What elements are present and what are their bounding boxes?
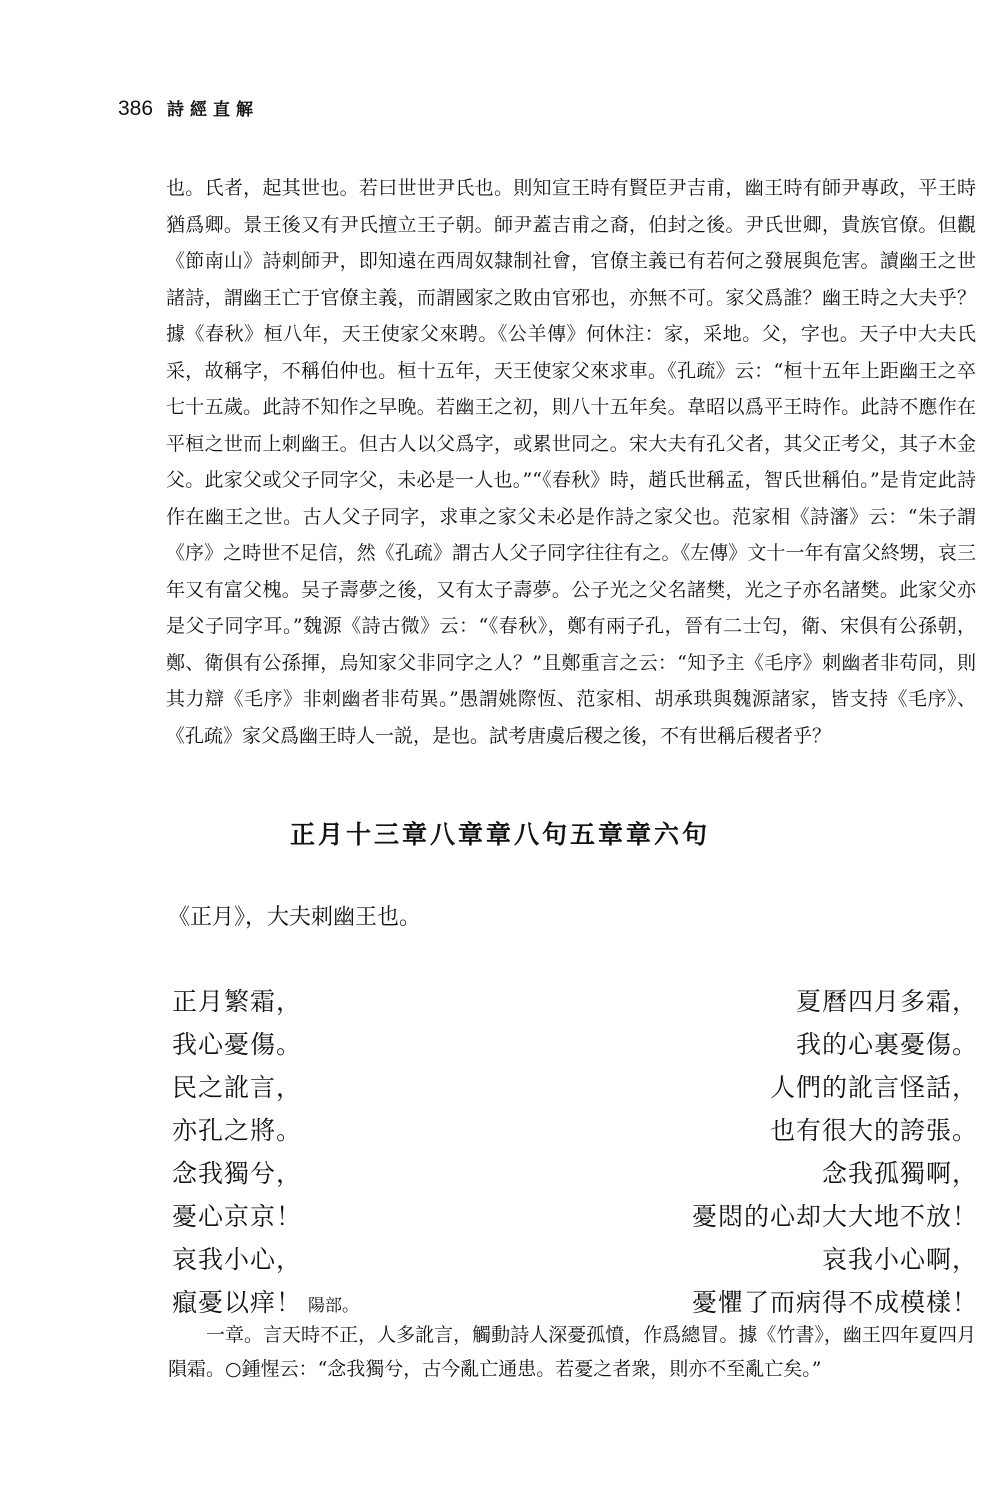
poem-preface: 《正月》，大夫刺幽王也。 bbox=[168, 905, 422, 930]
rhyme-note: 陽部。 bbox=[308, 1296, 360, 1316]
poem-line bbox=[172, 1068, 978, 1111]
poem-original-line: 念我獨兮， bbox=[172, 1159, 303, 1188]
chapter-note: 一章。言天時不正，人多訛言，觸動詩人深憂孤憤，作爲總冒。據《竹書》，幽王四年夏四月隕霜。○鍾惺云：“念我獨兮，古今亂亡通患。若憂之者衆，則亦不至亂亡矣。” bbox=[168, 1324, 976, 1380]
page-number: 386 bbox=[118, 97, 154, 120]
poem-original-line: 癙憂以痒！ 陽部。 bbox=[172, 1288, 360, 1317]
poem-translation-line: 我的心裏憂傷。 bbox=[795, 1030, 978, 1059]
poem-line bbox=[172, 1111, 978, 1154]
poem-translation-line: 憂悶的心却大大地不放！ bbox=[691, 1202, 978, 1231]
poem-line bbox=[172, 1154, 978, 1197]
poem-original-line: 憂心京京！ bbox=[172, 1202, 303, 1231]
commentary-paragraph: 也。氏者，起其世也。若曰世世尹氏也。則知宣王時有賢臣尹吉甫，幽王時有師尹專政，平王時猶爲卿。景王後又有尹氏擅立王子朝。師尹蓋吉甫之裔，伯封之後。尹氏世卿，貴族官僚。但觀《節南山》詩刺師尹，即知遠在西周奴隸制社會，官僚主義已有若何之發展與危害。讀幽王之世諸詩，謂幽王亡于官僚主義，而謂國家之敗由官邪也，亦無不可。家父爲誰？幽王時之大夫乎？據《春秋》桓八年，天王使家父來聘。《公羊傳》何休注：家，采地。父，字也。天子中大夫氏采，故稱字，不稱伯仲也。桓十五年，天王使家父來求車。《孔疏》云：“桓十五年上距幽王之卒七十五歲。此詩不知作之早晚。若幽王之初，則八十五年矣。韋昭以爲平王時作。此詩不應作在平桓之世而上刺幽王。但古人以父爲字，或累世同之。宋大夫有孔父者，其父正考父，其子木金父。此家父或父子同字父，未必是一人也。”“《春秋》時，趙氏世稱孟，智氏世稱伯。”是肯定此詩作在幽王之世。古人父子同字，求車之家父未必是作詩之家父也。范家相《詩瀋》云：“朱子謂《序》之時世不足信，然《孔疏》謂古人父子同字往往有之。《左傳》文十一年有富父終甥，哀三年又有富父槐。吴子壽夢之後，又有太子壽夢。公子光之父名諸樊，光之子亦名諸樊。此家父亦是父子同字耳。”魏源《詩古微》云：“《春秋》，鄭有兩子孔，晉有二士匄，衛、宋俱有公孫朝，鄭、衛俱有公孫揮，烏知家父非同字之人？”且鄭重言之云：“知予主《毛序》刺幽者非苟同，則其力辯《毛序》非刺幽者非苟異。”愚謂姚際恆、范家相、胡承珙與魏源諸家，皆支持《毛序》、《孔疏》家父爲幽王時人一説，是也。試考唐虞后稷之後，不有世稱后稷者乎？ bbox=[166, 177, 976, 747]
poem-line bbox=[172, 1197, 978, 1240]
chapter-heading: 正月十三章八章章八句五章章六句 bbox=[289, 820, 710, 849]
poem-line bbox=[172, 982, 978, 1025]
poem-translation-line: 也有很大的誇張。 bbox=[769, 1116, 978, 1145]
poem-line bbox=[172, 1025, 978, 1068]
poem-translation-line: 哀我小心啊， bbox=[821, 1245, 978, 1274]
poem-original-line: 正月繁霜， bbox=[172, 987, 303, 1016]
poem-original-line: 哀我小心， bbox=[172, 1245, 303, 1274]
poem-translation-line: 念我孤獨啊， bbox=[821, 1159, 978, 1188]
poem-lines bbox=[172, 982, 978, 1326]
book-title: 詩經直解 bbox=[167, 100, 260, 120]
page-header bbox=[118, 95, 259, 121]
poem-translation-line: 人們的訛言怪話， bbox=[769, 1073, 978, 1102]
poem-original-line: 亦孔之將。 bbox=[172, 1116, 303, 1145]
poem-original-line: 我心憂傷。 bbox=[172, 1030, 303, 1059]
poem-line bbox=[172, 1240, 978, 1283]
poem-translation-line: 憂懼了而病得不成模樣！ bbox=[691, 1288, 978, 1317]
poem-translation-line: 夏曆四月多霜， bbox=[795, 987, 978, 1016]
poem-original-line: 民之訛言， bbox=[172, 1073, 303, 1102]
